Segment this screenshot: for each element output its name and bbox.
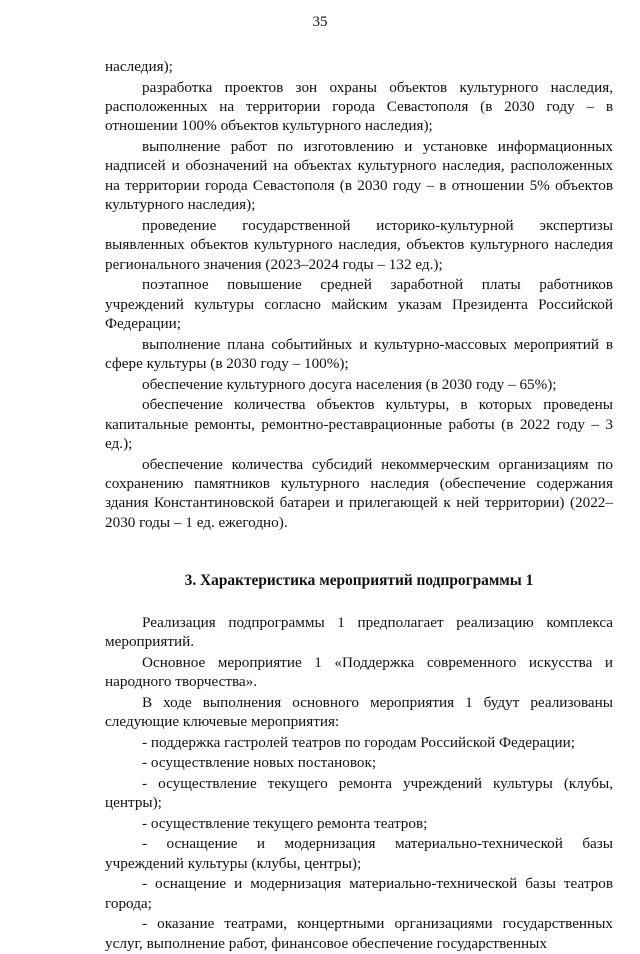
list-item: - поддержка гастролей театров по городам Российской Федерации; <box>142 733 575 751</box>
paragraph: проведение государственной историко-культурной экспертизы выявленных объектов культурного наследия, объектов культурного наследия регионального значения (2023–2024 годы – 132 ед.); <box>105 216 613 273</box>
paragraph: обеспечение культурного досуга населения (в 2030 году – 65%); <box>142 375 557 393</box>
list-item: - осуществление текущего ремонта учреждений культуры (клубы, центры); <box>105 774 613 812</box>
paragraph: обеспечение количества объектов культуры, в которых проведены капитальные ремонты, ремонтно-реставрационные работы (в 2022 году – 3 ед.); <box>105 396 613 453</box>
paragraph: обеспечение количества субсидий некоммерческим организациям по сохранению памятников культурного наследия (обеспечение содержания здания Константиновской батареи и прилегающей к ней территории) (2022–2030 годы – 1 ед. ежегодно). <box>105 455 613 531</box>
list-item: - осуществление новых постановок; <box>142 754 377 772</box>
paragraph: Основное мероприятие 1 «Поддержка современного искусства и народного творчества». <box>105 653 613 691</box>
list-item: - оказание театрами, концертными организациями государственных услуг, выполнение работ, финансовое обеспечение государственных <box>105 915 613 952</box>
list-item: - оснащение и модернизация материально-технической базы учреждений культуры (клубы, центры); <box>105 835 613 872</box>
page-number: 35 <box>312 14 328 30</box>
paragraph: поэтапное повышение средней заработной платы работников учреждений культуры согласно майским указам Президента Российской Федерации; <box>105 276 613 333</box>
paragraph: Реализация подпрограммы 1 предполагает реализацию комплекса мероприятий. <box>105 613 613 651</box>
document-body <box>105 57 613 954</box>
paragraph: разработка проектов зон охраны объектов культурного наследия, расположенных на территории города Севастополя (в 2030 году – в отношении 100% объектов культурного наследия); <box>105 78 613 135</box>
paragraph: выполнение работ по изготовлению и установке информационных надписей и обозначений на объектах культурного наследия, расположенных на территории города Севастополя (в 2030 году – в отношении 5% объектов культурного наследия); <box>105 138 613 214</box>
paragraph: В ходе выполнения основного мероприятия 1 будут реализованы следующие ключевые мероприятия: <box>105 693 613 731</box>
paragraph: наследия); <box>105 58 173 75</box>
list-item: - оснащение и модернизация материально-технической базы театров города; <box>105 875 613 912</box>
paragraph: выполнение плана событийных и культурно-массовых мероприятий в сфере культуры (в 2030 году – 100%); <box>105 335 613 373</box>
section-heading: 3. Характеристика мероприятий подпрограммы 1 <box>184 572 534 590</box>
list-item: - осуществление текущего ремонта театров; <box>142 814 428 832</box>
